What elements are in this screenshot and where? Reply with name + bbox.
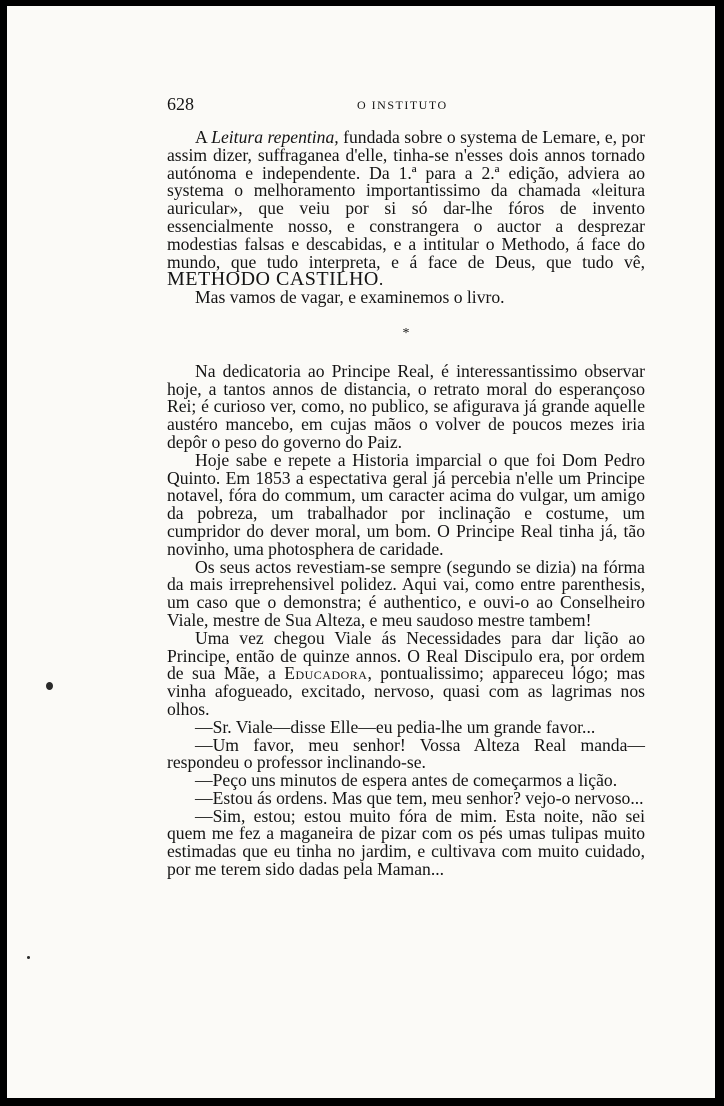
paragraph: Uma vez chegou Viale ás Necessidades para dar lição ao Principe, então de quinze annos. O Real Discipulo era, por ordem de sua Mãe, a Educadora, pontualissimo; appareceu lógo; mas vinha afogueado, excitado, nervoso, quasi com as lagrimas nos olhos. <box>167 627 645 719</box>
page-number: 628 <box>167 94 194 114</box>
page-body <box>167 129 645 879</box>
dialogue-line: —Sim, estou; estou muito fóra de mim. Esta noite, não sei quem me fez a maganeira de pizar com os pés umas tulipas muito estimadas que eu tinha no jardim, e cultivava com muito cuidado, por me terem sido dadas pela Maman... <box>167 805 645 880</box>
paragraph: Os seus actos revestiam-se sempre (segundo se dizia) na fórma da mais irreprehensivel polidez. Aqui vai, como entre parenthesis, um caso que o demonstra; é authentico, e ouvi-o ao Conselheiro Viale, mestre de Sua Alteza, e meu saudoso mestre tambem! <box>167 556 645 630</box>
dialogue-line: —Um favor, meu senhor! Vossa Alteza Real manda—respondeu o professor inclinando-se. <box>167 734 645 773</box>
running-head: O INSTITUTO <box>357 98 448 112</box>
italic-title: Leitura repentina, <box>211 127 339 147</box>
paragraph: A Leitura repentina, fundada sobre o systema de Lemare, e, por assim dizer, suffraganea d'elle, tinha-se n'esses dois annos tornado autónoma e independente. Da 1.ª para a 2.ª edição, adviera ao systema o melhoramento importantissimo da chamada «leitura auricular», que veiu por si só dar-lhe fóros de invento essencialmente nosso, e constrangera o auctor a desprezar modestias falsas e descabidas, e a intitular o Methodo, á face do mundo, que tudo interpreta, e á face de Deus, que tudo vê, METHODO CASTILHO. <box>167 127 645 291</box>
section-separator: * <box>402 325 410 341</box>
ink-spot <box>27 956 30 959</box>
paragraph: Hoje sabe e repete a Historia imparcial o que foi Dom Pedro Quinto. Em 1853 a espectativa geral já percebia n'elle um Principe notavel, fóra do commum, um caracter acima do vulgar, um amigo da pobreza, um trabalhador por inclinação e costume, um cumpridor do dever moral, um bom. O Principe Real tinha já, tão novinho, uma photosphera de caridade. <box>167 449 645 559</box>
dialogue-line: —Sr. Viale—disse Elle—eu pedia-lhe um grande favor... <box>195 716 596 737</box>
method-name: METHODO CASTILHO <box>167 268 379 291</box>
ink-spot <box>46 682 53 690</box>
dialogue-line: —Peço uns minutos de espera antes de começarmos a lição. <box>195 770 618 791</box>
dialogue-line: —Estou ás ordens. Mas que tem, meu senhor? vejo-o nervoso... <box>195 787 644 808</box>
book-page <box>7 6 715 1098</box>
page-header <box>7 94 715 116</box>
paragraph: Na dedicatoria ao Principe Real, é interessantissimo observar hoje, a tantos annos de distancia, o retrato moral do esperançoso Rei; é curioso ver, como, no publico, se afigurava já grande aquelle austéro mancebo, em cujas mãos o volver de poucos mezes iria depôr o peso do governo do Paiz. <box>167 360 645 452</box>
paragraph: Mas vamos de vagar, e examinemos o livro. <box>195 287 505 308</box>
small-caps-text: Educadora <box>284 663 368 684</box>
